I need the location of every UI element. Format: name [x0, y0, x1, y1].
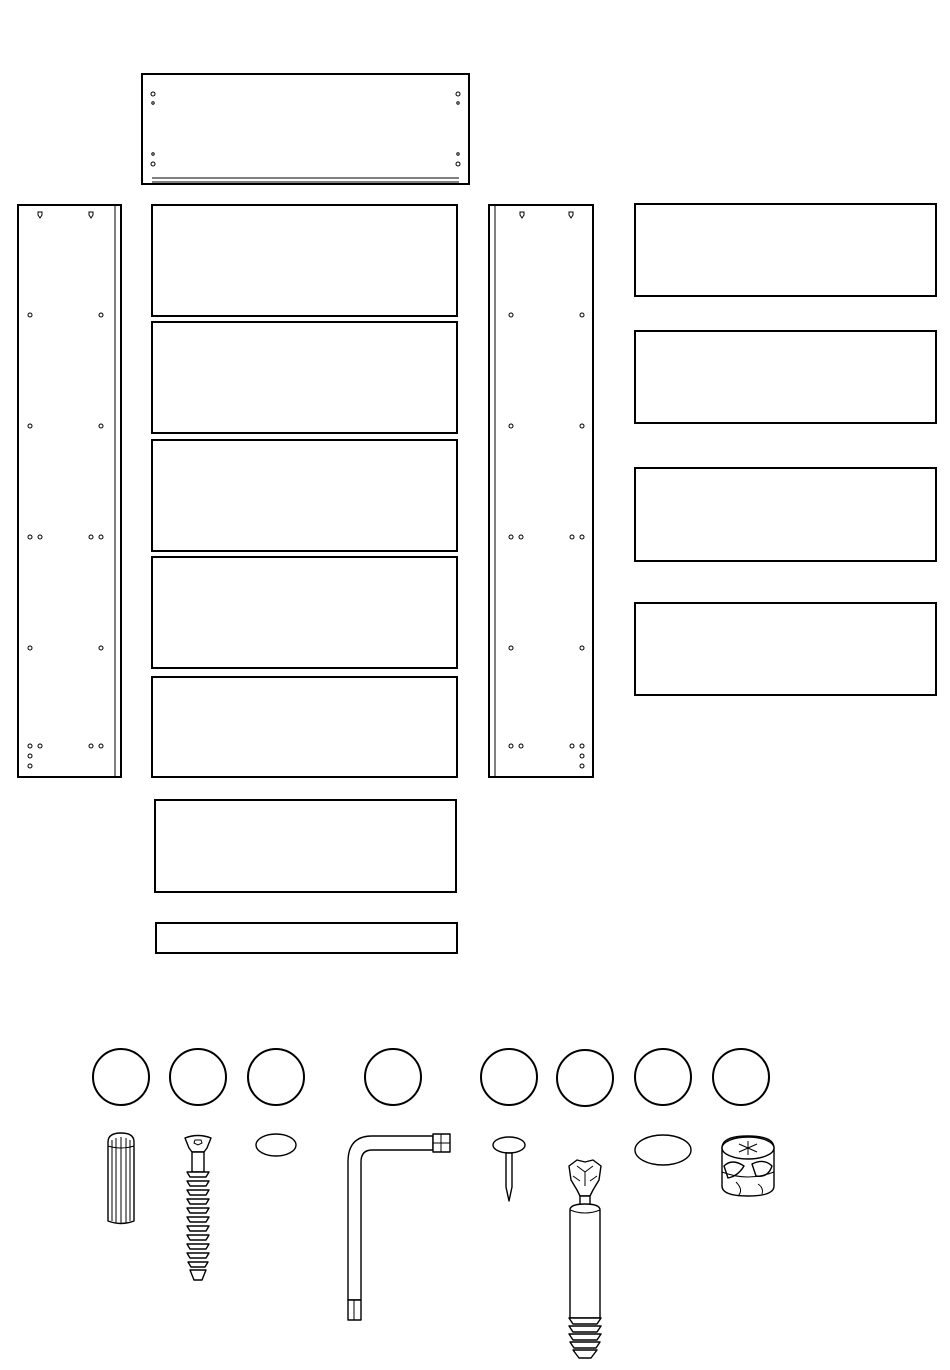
top-panel [142, 74, 469, 184]
plinth-strip [156, 923, 457, 953]
door-panel-2 [635, 331, 936, 423]
quantity-bubble-screw [170, 1049, 226, 1105]
nail-icon [493, 1137, 525, 1201]
door-panel-3 [635, 468, 936, 561]
quantity-bubble-allen-key [365, 1049, 421, 1105]
cam-bolt-thread [569, 1318, 601, 1358]
quantity-bubble-cam-lock [713, 1049, 769, 1105]
shelf-4 [152, 557, 457, 668]
door-panel-1 [635, 204, 936, 296]
right-side-panel [489, 205, 593, 777]
left-side-panel [18, 205, 121, 777]
shelf-2 [152, 322, 457, 433]
quantity-bubble-nail [481, 1049, 537, 1105]
screw-thread [187, 1172, 209, 1280]
quantity-bubble-cam-bolt [557, 1050, 613, 1106]
cam-lock-icon [722, 1136, 774, 1196]
shelf-5 [152, 677, 457, 777]
quantity-bubble-dowel [93, 1049, 149, 1105]
quantity-bubble-large-pad [635, 1049, 691, 1105]
door-panel-4 [635, 603, 936, 695]
allen-key-icon [348, 1134, 450, 1320]
shelf-1 [152, 205, 457, 316]
dowel-icon [108, 1133, 134, 1224]
screw-icon [185, 1136, 211, 1281]
cam-bolt-icon [569, 1160, 601, 1358]
pad-icon [635, 1135, 691, 1165]
shelf-3 [152, 440, 457, 551]
quantity-bubble-small-pad [248, 1049, 304, 1105]
bottom-panel [155, 800, 456, 892]
pad-icon [256, 1134, 296, 1156]
